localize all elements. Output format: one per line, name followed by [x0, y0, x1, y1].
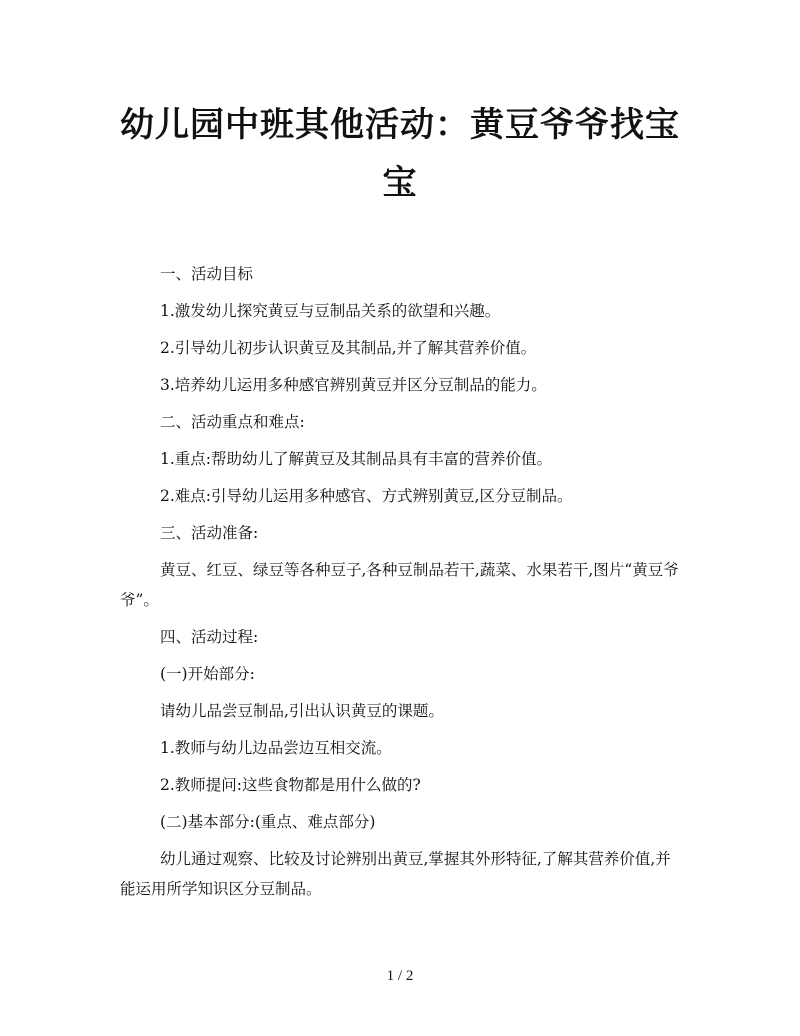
goal-item-2: 2.引导幼儿初步认识黄豆及其制品,并了解其营养价值。: [160, 339, 537, 357]
start-item-1: 1.教师与幼儿边品尝边互相交流。: [160, 739, 392, 757]
goal-item-3: 3.培养幼儿运用多种感官辨别黄豆并区分豆制品的能力。: [160, 376, 547, 394]
goal-item-1: 1.激发幼儿探究黄豆与豆制品关系的欲望和兴趣。: [160, 302, 501, 320]
section-heading-preparation: 三、活动准备:: [160, 524, 259, 542]
section-heading-process: 四、活动过程:: [160, 628, 259, 646]
subsection-heading-start: (一)开始部分:: [160, 665, 255, 683]
key-point-item-1: 1.重点:帮助幼儿了解黄豆及其制品具有丰富的营养价值。: [160, 450, 553, 468]
subsection-heading-basic: (二)基本部分:(重点、难点部分): [160, 813, 376, 831]
start-intro-text: 请幼儿品尝豆制品,引出认识黄豆的课题。: [160, 702, 444, 720]
start-item-2: 2.教师提问:这些食物都是用什么做的?: [160, 776, 421, 794]
document-title: 幼儿园中班其他活动：黄豆爷爷找宝宝: [120, 105, 680, 203]
page-number: 1 / 2: [386, 968, 414, 984]
basic-part-text: 幼儿通过观察、比较及讨论辨别出黄豆,掌握其外形特征,了解其营养价值,并能运用所学知识区分豆制品。: [120, 850, 671, 898]
preparation-text: 黄豆、红豆、绿豆等各种豆子,各种豆制品若干,蔬菜、水果若干,图片“黄豆爷爷”。: [120, 561, 679, 609]
section-heading-goals: 一、活动目标: [160, 265, 254, 283]
document-body: [120, 256, 680, 908]
key-point-item-2: 2.难点:引导幼儿运用多种感官、方式辨别黄豆,区分豆制品。: [160, 487, 573, 505]
section-heading-key-points: 二、活动重点和难点:: [160, 413, 305, 431]
